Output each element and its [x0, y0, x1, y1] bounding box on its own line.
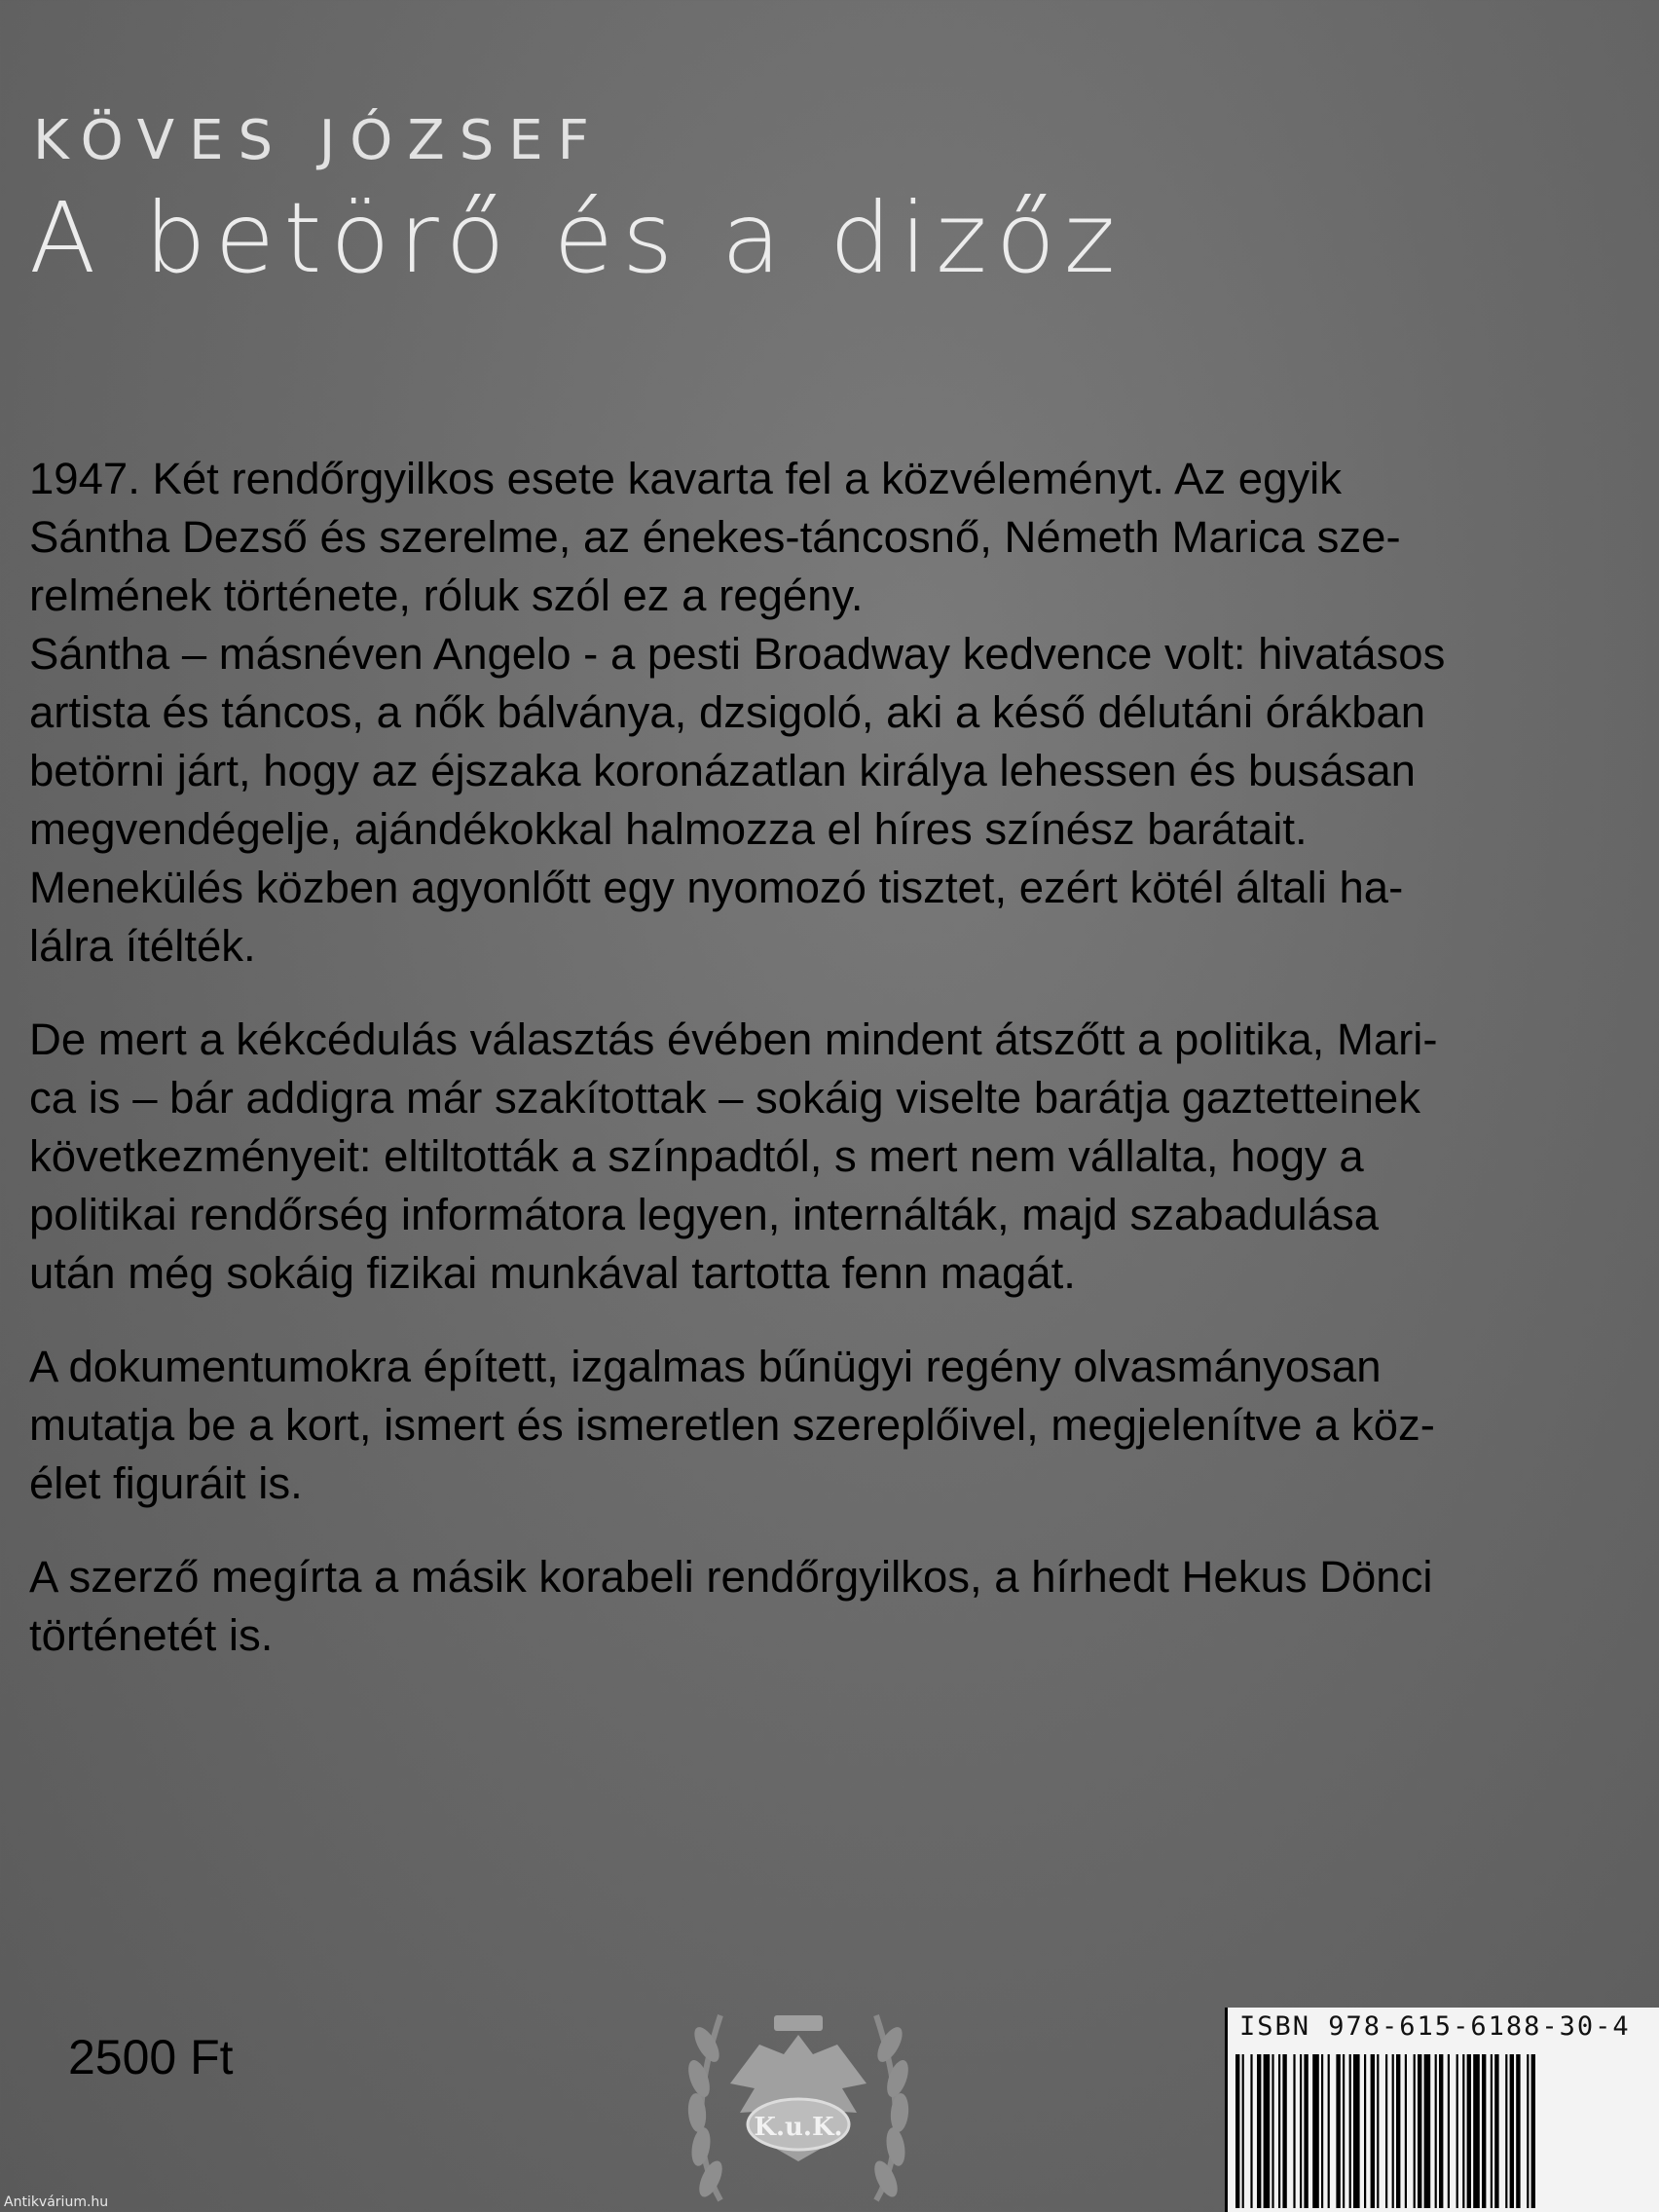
- barcode-bar: [1456, 2054, 1458, 2208]
- barcode-bar: [1377, 2054, 1379, 2208]
- barcode-bar: [1264, 2054, 1271, 2208]
- barcode-bar: [1304, 2054, 1308, 2208]
- barcode-bar: [1424, 2054, 1431, 2208]
- blurb-paragraph-3: [29, 1338, 1633, 1513]
- text-line: élet figuráit is.: [29, 1458, 303, 1508]
- blurb-paragraph-2: [29, 1011, 1633, 1303]
- blurb-paragraph-4: [29, 1548, 1633, 1665]
- barcode-bar: [1272, 2054, 1273, 2208]
- text-line: A szerző megírta a másik korabeli rendőrgyilkos, a hírhedt Hekus Dönci: [29, 1552, 1433, 1602]
- isbn-label: ISBN 978-615-6188-30-4: [1239, 2011, 1631, 2042]
- author-name: KÖVES JÓZSEF: [33, 109, 604, 172]
- barcode-bar: [1235, 2054, 1239, 2208]
- text-line: ca is – bár addigra már szakítottak – sokáig viselte barátja gaztetteinek: [29, 1073, 1420, 1123]
- barcode-bar: [1527, 2054, 1529, 2208]
- barcode-bar: [1516, 2054, 1520, 2208]
- text-line: 1947. Két rendőrgyilkos esete kavarta fel a közvéleményt. Az egyik: [29, 454, 1343, 503]
- barcode-bar: [1349, 2054, 1351, 2208]
- barcode-bar: [1462, 2054, 1464, 2208]
- text-line: De mert a kékcédulás választás évében mindent átszőtt a politika, Mari-: [29, 1014, 1438, 1064]
- text-line: Menekülés közben agyonlőtt egy nyomozó tisztet, ezért kötél általi ha-: [29, 863, 1404, 912]
- barcode-bar: [1418, 2054, 1421, 2208]
- barcode-bar: [1336, 2054, 1340, 2208]
- barcode-bar: [1448, 2054, 1450, 2208]
- barcode-bar: [1405, 2054, 1407, 2208]
- barcode-bar: [1312, 2054, 1319, 2208]
- publisher-logo-label: K.u.K.: [754, 2113, 843, 2142]
- barcode-bar: [1371, 2054, 1375, 2208]
- barcode-bar: [1510, 2054, 1514, 2208]
- barcode-bar: [1321, 2054, 1323, 2208]
- price-label: 2500 Ft: [68, 2030, 234, 2084]
- text-line: Sántha – másnéven Angelo - a pesti Broadway kedvence volt: hivatásos: [29, 629, 1446, 679]
- book-title: A betörő és a dizőz: [29, 181, 1124, 295]
- text-line: mutatja be a kort, ismert és ismeretlen szereplőivel, megjelenítve a köz-: [29, 1400, 1435, 1450]
- barcode-bar: [1257, 2054, 1261, 2208]
- text-line: relmének története, róluk szól ez a regény.: [29, 571, 864, 620]
- barcode-bar: [1531, 2054, 1535, 2208]
- barcode-bar: [1343, 2054, 1345, 2208]
- barcode-icon: [1235, 2054, 1654, 2208]
- barcode-bar: [1242, 2054, 1244, 2208]
- barcode-bar: [1353, 2054, 1360, 2208]
- barcode-bar: [1278, 2054, 1280, 2208]
- text-line: megvendégelje, ajándékokkal halmozza el híres színész barátait.: [29, 804, 1308, 854]
- barcode-bar: [1473, 2054, 1480, 2208]
- barcode-bar: [1385, 2054, 1387, 2208]
- barcode-box: [1225, 2008, 1659, 2212]
- barcode-bar: [1328, 2054, 1330, 2208]
- barcode-bar: [1364, 2054, 1366, 2208]
- text-line: után még sokáig fizikai munkával tartotta fenn magát.: [29, 1248, 1076, 1298]
- text-line: lálra ítélték.: [29, 921, 256, 971]
- watermark: Antikvárium.hu: [4, 2194, 109, 2210]
- blurb-paragraph-1: [29, 450, 1633, 976]
- publisher-logo-icon: [662, 1996, 935, 2212]
- barcode-bar: [1414, 2054, 1416, 2208]
- text-line: Sántha Dezső és szerelme, az énekes-táncosnő, Németh Marica sze-: [29, 512, 1401, 562]
- text-line: következményeit: eltiltották a színpadtól, s mert nem vállalta, hogy a: [29, 1131, 1364, 1181]
- text-line: politikai rendőrség informátora legyen, internálták, majd szabadulása: [29, 1190, 1379, 1239]
- barcode-bar: [1482, 2054, 1486, 2208]
- barcode-bar: [1396, 2054, 1400, 2208]
- barcode-bar: [1282, 2054, 1286, 2208]
- text-line: artista és táncos, a nők bálványa, dzsigoló, aki a késő délutáni órákban: [29, 687, 1426, 737]
- barcode-bar: [1392, 2054, 1394, 2208]
- blurb-text: [29, 450, 1633, 1700]
- text-line: A dokumentumokra épített, izgalmas bűnügyi regény olvasmányosan: [29, 1342, 1382, 1391]
- barcode-bar: [1293, 2054, 1295, 2208]
- barcode-bar: [1467, 2054, 1471, 2208]
- barcode-bar: [1300, 2054, 1302, 2208]
- barcode-bar: [1491, 2054, 1493, 2208]
- barcode-bar: [1494, 2054, 1498, 2208]
- barcode-bar: [1439, 2054, 1443, 2208]
- text-line: betörni járt, hogy az éjszaka koronázatlan királya lehessen és busásan: [29, 746, 1416, 795]
- barcode-bar: [1505, 2054, 1507, 2208]
- barcode-bar: [1435, 2054, 1437, 2208]
- barcode-bar: [1250, 2054, 1252, 2208]
- text-line: történetét is.: [29, 1610, 274, 1660]
